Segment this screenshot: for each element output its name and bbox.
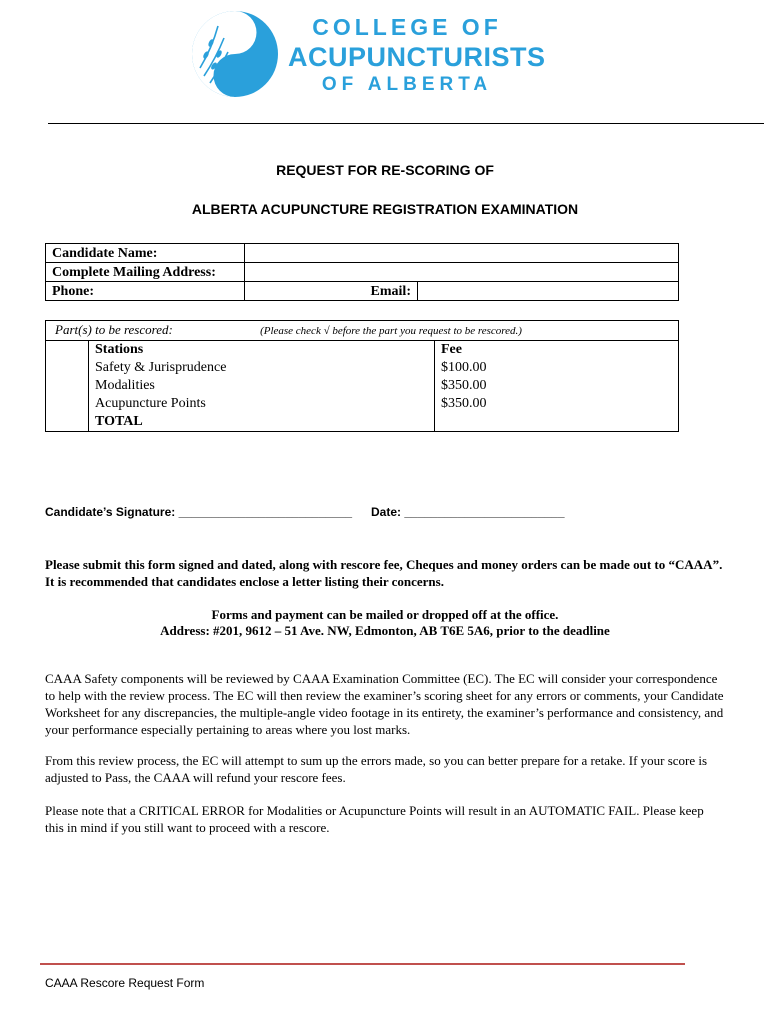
fee-column-header: Fee [435, 341, 679, 360]
logo-line-1: COLLEGE OF [312, 14, 502, 40]
logo-line-3: OF ALBERTA [321, 74, 493, 95]
footer-divider [40, 963, 685, 965]
station-fee: $350.00 [435, 377, 679, 395]
candidate-info-table [45, 243, 679, 301]
phone-label: Phone: [46, 282, 245, 301]
date-field[interactable]: Date: ________________________ [371, 505, 565, 519]
form-title-line-2: ALBERTA ACUPUNCTURE REGISTRATION EXAMINATION [191, 201, 579, 217]
refund-paragraph: From this review process, the EC will attempt to sum up the errors made, so you can better prepare for a retake. If your score is adjusted to Pass, the CAAA will refund your rescore fees. [45, 753, 708, 785]
submit-instructions: Please submit this form signed and dated, along with rescore fee, Cheques and money orders can be made out to “CAAA”. It is recommended that candidates enclose a letter listing their concerns. [45, 557, 723, 589]
form-title-line-1: REQUEST FOR RE-SCORING OF [276, 162, 494, 178]
email-field[interactable] [418, 282, 679, 301]
college-logo-icon [190, 8, 280, 100]
mailing-address-field[interactable] [245, 263, 679, 282]
signature-field[interactable]: Candidate’s Signature: __________________________ [45, 505, 353, 519]
mail-instructions-line-2: Address: #201, 9612 – 51 Ave. NW, Edmonton, AB T6E 5A6, prior to the deadline [160, 623, 610, 638]
total-label: TOTAL [89, 413, 435, 432]
header-divider [48, 123, 764, 124]
mailing-address-label: Complete Mailing Address: [46, 263, 245, 282]
footer-text: CAAA Rescore Request Form [45, 976, 205, 990]
station-fee: $100.00 [435, 359, 679, 377]
candidate-name-label: Candidate Name: [46, 244, 245, 263]
review-paragraph: CAAA Safety components will be reviewed by CAAA Examination Committee (EC). The EC will consider your correspondence to help with the review process. The EC will then review the examiner’s scoring sheet for any errors or comments, your Candidate Worksheet for any discrepancies, the multiple-angle video footage in its entirety, the examiner’s performance and consistency, and your performance especially pertaining to areas where you lost marks. [45, 671, 724, 737]
check-box-header [46, 341, 89, 360]
station-name: Acupuncture Points [89, 395, 435, 413]
parts-header-label: Part(s) to be rescored: [55, 322, 173, 337]
check-box-safety[interactable] [46, 359, 89, 377]
total-fee-field[interactable] [435, 413, 679, 432]
critical-error-paragraph: Please note that a CRITICAL ERROR for Modalities or Acupuncture Points will result in an AUTOMATIC FAIL. Please keep this in mind if you still want to proceed with a rescore. [45, 803, 704, 835]
parts-instruction: (Please check √ before the part you request to be rescored.) [260, 325, 522, 337]
mail-instructions-line-1: Forms and payment can be mailed or dropped off at the office. [211, 607, 559, 622]
station-name: Modalities [89, 377, 435, 395]
email-label: Email: [370, 283, 411, 299]
stations-column-header: Stations [89, 341, 435, 360]
check-box-modalities[interactable] [46, 377, 89, 395]
phone-field[interactable] [245, 282, 418, 301]
station-fee: $350.00 [435, 395, 679, 413]
check-box-acupuncture-points[interactable] [46, 395, 89, 413]
logo-line-2: ACUPUNCTURISTS [288, 42, 546, 72]
station-name: Safety & Jurisprudence [89, 359, 435, 377]
candidate-name-field[interactable] [245, 244, 679, 263]
check-box-total [46, 413, 89, 432]
parts-table [45, 320, 679, 432]
